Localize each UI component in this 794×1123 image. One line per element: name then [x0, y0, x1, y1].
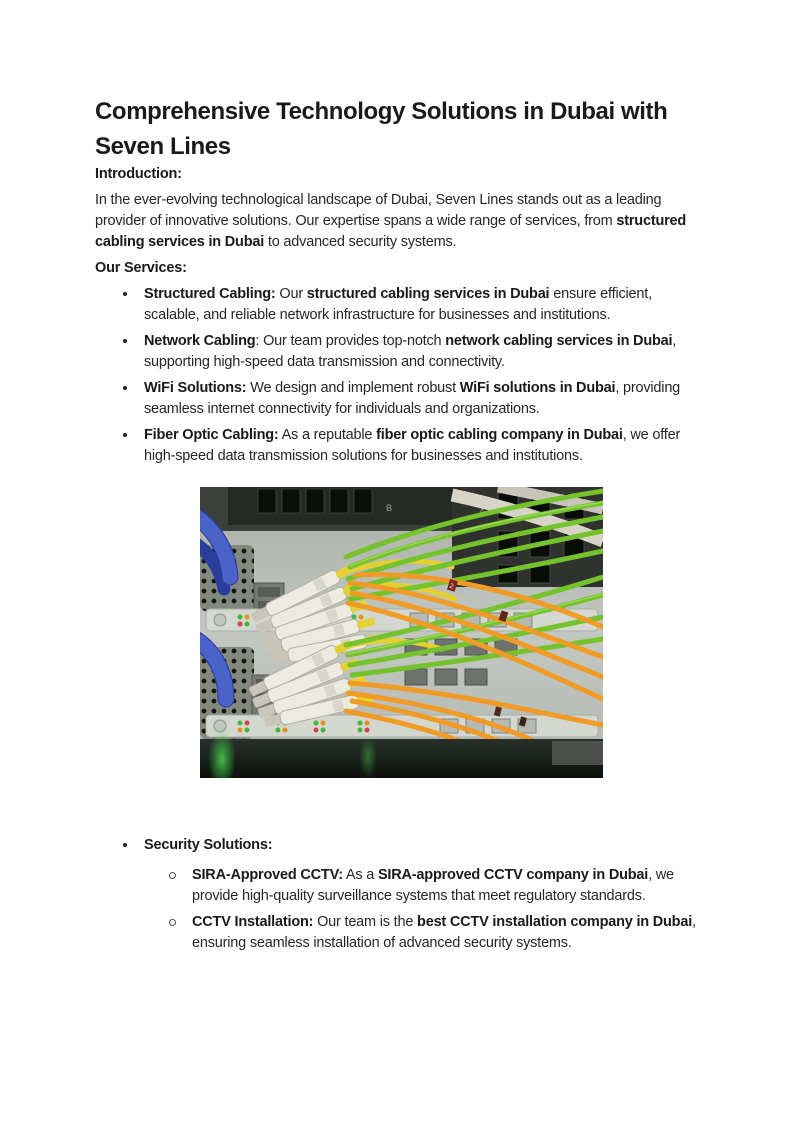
list-item-security-solutions [95, 835, 707, 954]
security-solutions-label: Security Solutions: [144, 837, 273, 853]
services-list [95, 284, 707, 467]
list-item-fiber-optic-cabling: Fiber Optic Cabling: As a reputable fiber optic cabling company in Dubai, we offer high-speed data transmission solutions for businesses and institutions. [95, 425, 707, 467]
intro-paragraph: In the ever-evolving technological landscape of Dubai, Seven Lines stands out as a leading provider of innovative solutions. Our expertise spans a wide range of services, from structured cabling services in Dubai to advanced security systems. [95, 192, 687, 250]
title-line-2: Seven Lines [95, 133, 231, 160]
fiber-optic-image [95, 487, 707, 778]
fiber-cables-photo [200, 487, 603, 778]
cable-tag-label: 2 [448, 582, 454, 591]
list-item-wifi-solutions: WiFi Solutions: We design and implement robust WiFi solutions in Dubai, providing seamless internet connectivity for individuals and organizations. [95, 378, 707, 420]
list-item-structured-cabling: Structured Cabling: Our structured cabling services in Dubai ensure efficient, scalable, and reliable network infrastructure for businesses and institutions. [95, 284, 707, 326]
list-item-network-cabling: Network Cabling: Our team provides top-notch network cabling services in Dubai, supporting high-speed data transmission and connectivity. [95, 331, 707, 373]
services-heading: Our Services: [95, 260, 187, 276]
sublist-item-cctv-installation: CCTV Installation: Our team is the best CCTV installation company in Dubai, ensuring seamless installation of advanced security systems. [144, 912, 707, 954]
intro-heading: Introduction: [95, 166, 182, 182]
security-list [95, 835, 707, 954]
page-title [95, 94, 707, 164]
title-line-1: Comprehensive Technology Solutions in Dubai with [95, 98, 668, 125]
rack-label-a: A [478, 507, 485, 517]
security-sublist [144, 865, 707, 954]
sublist-item-sira-cctv: SIRA-Approved CCTV: As a SIRA-approved CCTV company in Dubai, we provide high-quality surveillance systems that meet regulatory standards. [144, 865, 707, 907]
rack-label-b: B [385, 503, 392, 513]
